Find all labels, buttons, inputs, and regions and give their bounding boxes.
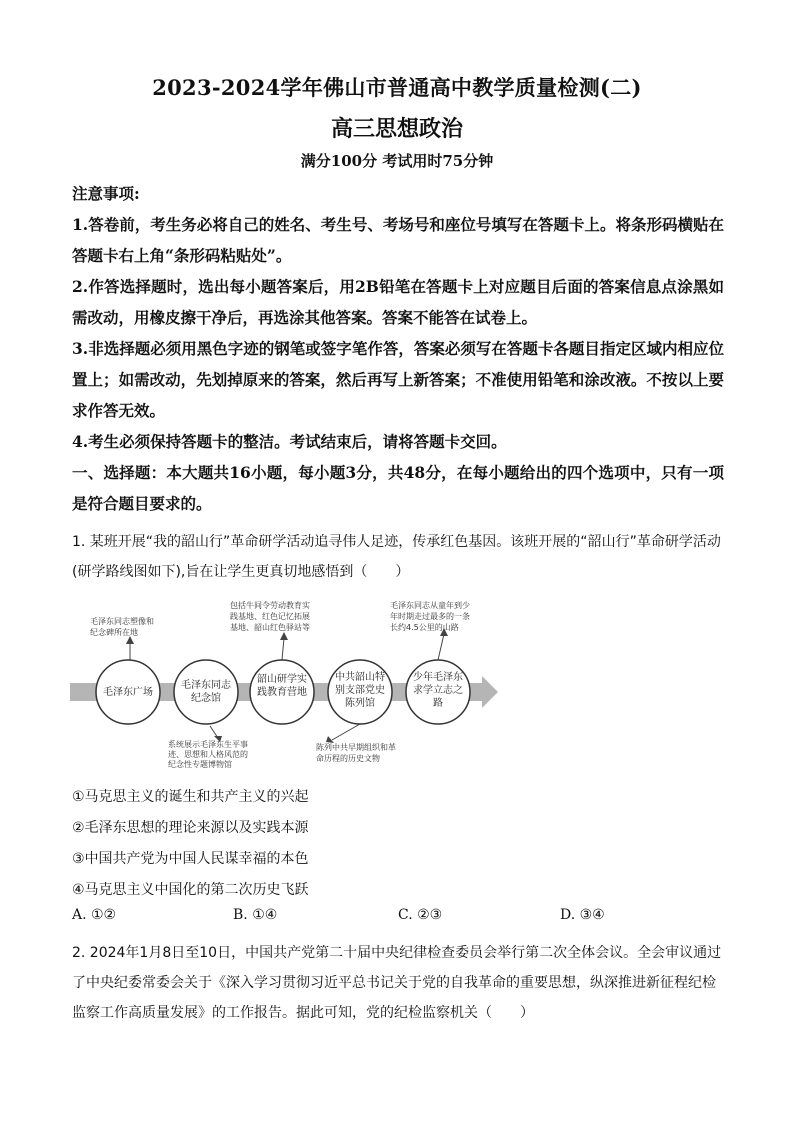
node-5-label-line1: 少年毛泽东 bbox=[413, 672, 463, 683]
note-2-line1: 系统展示毛泽东生平事 bbox=[168, 740, 248, 749]
node-4-label-line1: 中共韶山特 bbox=[335, 672, 385, 683]
note-3-line2: 践基地、红色记忆拓展 bbox=[230, 612, 310, 621]
note-3-line1: 包括牛间令劳动教育实 bbox=[230, 601, 310, 610]
note-5-line1: 毛泽东同志从童年到少 bbox=[390, 601, 470, 610]
q1-choice-d: D. ③④ bbox=[560, 907, 605, 923]
note-3-line3: 基地、韶山红色驿站等 bbox=[230, 623, 310, 632]
q1-option-1: ①马克思主义的诞生和共产主义的兴起 bbox=[72, 789, 309, 805]
note-4-line1: 陈列中共早期组织和革 bbox=[316, 743, 396, 752]
q1-choice-a: A. ①② bbox=[72, 907, 117, 923]
question-2-stem: 2. 2024年1月8日至10日，中国共产党第二十届中央纪律检查委员会举行第二次全体会议。全会审议通过了中央纪委常委会关于《深入学习贯彻习近平总书记关于党的自我革命的重要思想，纵深推进新征程纪检监察工作高质量发展》的工作报告。据此可知，党的纪检监察机关（ ） bbox=[72, 945, 722, 1021]
route-diagram bbox=[70, 600, 500, 772]
question-1-stem: 1. 某班开展“我的韶山行”革命研学活动追寻伟人足迹，传承红色基因。该班开展的“韶山行”革命研学活动(研学路线图如下),旨在让学生更真切地感悟到（ ） bbox=[72, 534, 721, 580]
node-4-label-line2: 别支部党史 bbox=[335, 685, 385, 696]
note-2-line3: 纪念性专题博物馆 bbox=[168, 760, 232, 769]
node-3-label-line1: 韶山研学实 bbox=[257, 674, 307, 685]
page-title: 2023-2024学年佛山市普通高中教学质量检测(二) bbox=[152, 75, 642, 100]
notice-item-4: 4.考生必须保持答题卡的整洁。考试结束后，请将答题卡交回。 bbox=[72, 432, 507, 451]
q1-option-4: ④马克思主义中国化的第二次历史飞跃 bbox=[72, 882, 309, 898]
node-1-label: 毛泽东广场 bbox=[103, 687, 153, 698]
q1-choice-c: C. ②③ bbox=[398, 907, 443, 923]
note-1-line2: 纪念碑所在地 bbox=[90, 628, 138, 637]
node-3-label-line2: 践教育营地 bbox=[257, 687, 307, 698]
subject-title: 高三思想政治 bbox=[330, 116, 463, 142]
q1-option-2: ②毛泽东思想的理论来源以及实践本源 bbox=[72, 820, 309, 836]
note-4-line2: 命历程的历史文物 bbox=[316, 754, 380, 763]
q1-option-3: ③中国共产党为中国人民谋幸福的本色 bbox=[72, 851, 309, 867]
notice-heading: 注意事项: bbox=[72, 184, 140, 203]
node-2-label-line2: 纪念馆 bbox=[191, 693, 221, 704]
note-5-line3: 长约4.5公里的山路 bbox=[390, 623, 459, 632]
note-1-line1: 毛泽东同志塑像和 bbox=[90, 617, 154, 626]
node-4-label-line3: 陈列馆 bbox=[345, 698, 375, 709]
note-5-line2: 年时期走过最多的一条 bbox=[390, 612, 470, 621]
node-2-label-line1: 毛泽东同志 bbox=[181, 680, 231, 691]
node-5-label-line2: 求学立志之 bbox=[413, 685, 463, 696]
notice-item-3: 3.非选择题必须用黑色字迹的钢笔或签字笔作答，答案必须写在答题卡各题目指定区域内相应位置上；如需改动，先划掉原来的答案，然后再写上新答案；不准使用铅笔和涂改液。不按以上要求作答无效。 bbox=[72, 339, 724, 420]
notice-item-1: 1.答卷前，考生务必将自己的姓名、考生号、考场号和座位号填写在答题卡上。将条形码横贴在答题卡右上角“条形码粘贴处”。 bbox=[72, 215, 724, 265]
node-5-label-line3: 路 bbox=[433, 698, 443, 709]
route-node-2 bbox=[174, 660, 238, 724]
q1-choice-b: B. ①④ bbox=[233, 907, 278, 923]
section-heading: 一、选择题：本大题共16小题，每小题3分，共48分，在每小题给出的四个选项中，只有一项是符合题目要求的。 bbox=[72, 463, 724, 513]
exam-info: 满分100分 考试用时75分钟 bbox=[300, 152, 494, 170]
notice-item-2: 2.作答选择题时，选出每小题答案后，用2B铅笔在答题卡上对应题目后面的答案信息点涂黑如需改动，用橡皮擦干净后，再选涂其他答案。答案不能答在试卷上。 bbox=[72, 277, 724, 327]
note-2-line2: 迹、思想和人格风范的 bbox=[168, 750, 248, 759]
